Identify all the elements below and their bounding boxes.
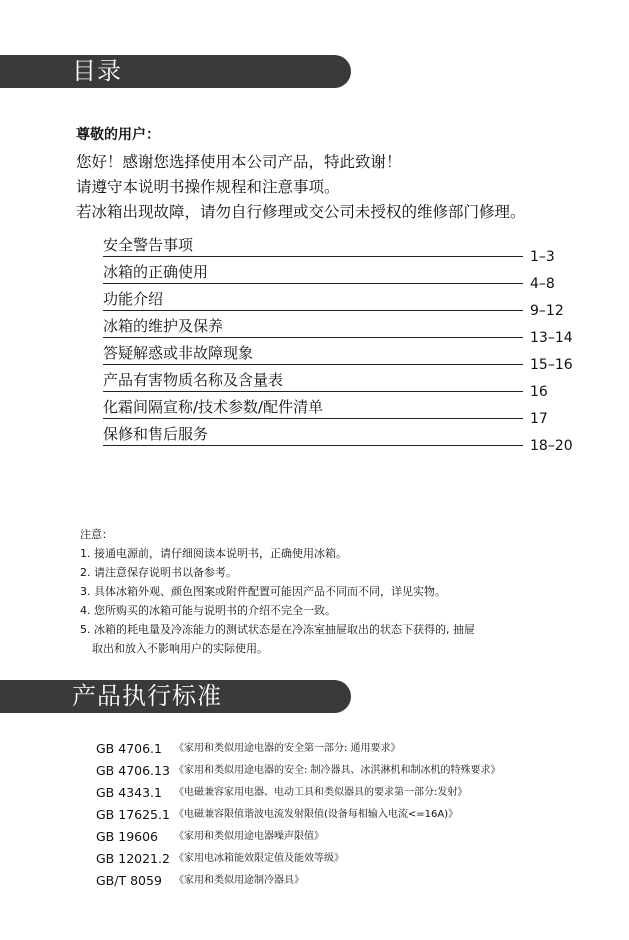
standard-desc: 《家用和类似用途制冷器具》 [174, 875, 304, 886]
standards-list [96, 740, 616, 894]
standard-desc: 《电磁兼容限值谐波电流发射限值(设备每相输入电流<=16A)》 [174, 809, 459, 820]
toc-item-rule [103, 364, 523, 365]
toc-item[interactable] [103, 234, 583, 265]
toc-item-label: 化霜间隔宣称/技术参数/配件清单 [103, 398, 324, 416]
toc-item-pages: 16 [530, 384, 548, 400]
intro-line: 请遵守本说明书操作规程和注意事项。 [76, 178, 340, 196]
toc-item-rule [103, 391, 523, 392]
standard-code: GB 4706.13 [96, 763, 170, 778]
toc-item[interactable] [103, 342, 583, 373]
toc-item-rule [103, 418, 523, 419]
standard-item [96, 850, 616, 872]
toc-item-pages: 9–12 [530, 303, 564, 319]
toc-item-rule [103, 337, 523, 338]
notes-heading: 注意： [80, 528, 113, 541]
toc-item-label: 冰箱的正确使用 [103, 263, 209, 281]
standards-section-title: 产品执行标准 [72, 682, 222, 710]
note-item-continuation: 取出和放入不影响用户的实际使用。 [92, 642, 268, 655]
toc-item-pages: 18–20 [530, 438, 573, 454]
standard-item [96, 828, 616, 850]
toc-item-rule [103, 310, 523, 311]
toc-item-rule [103, 445, 523, 446]
intro-line: 您好！感谢您选择使用本公司产品，特此致谢！ [76, 153, 402, 171]
standard-code: GB 4706.1 [96, 741, 162, 756]
toc-item-label: 保修和售后服务 [103, 425, 209, 443]
toc-item[interactable] [103, 423, 583, 454]
toc-item-rule [103, 256, 523, 257]
notes-block [80, 525, 620, 658]
toc-section-title: 目录 [72, 57, 122, 85]
standard-code: GB 19606 [96, 829, 158, 844]
toc-item[interactable] [103, 261, 583, 292]
standard-code: GB 17625.1 [96, 807, 170, 822]
toc-item-label: 产品有害物质名称及含量表 [103, 371, 284, 389]
standard-code: GB 12021.2 [96, 851, 170, 866]
standard-desc: 《电磁兼容家用电器、电动工具和类似器具的要求第一部分:发射》 [174, 787, 468, 798]
note-item: 1. 接通电源前，请仔细阅读本说明书，正确使用冰箱。 [80, 547, 347, 560]
toc-section-banner [0, 55, 351, 88]
note-item: 3. 具体冰箱外观、颜色图案或附件配置可能因产品不同而不同，详见实物。 [80, 585, 446, 598]
standards-section-banner [0, 680, 351, 713]
toc-item-label: 冰箱的维护及保养 [103, 317, 224, 335]
standard-desc: 《家用和类似用途电器的安全: 制冷器具、冰淇淋机和制冰机的特殊要求》 [174, 765, 501, 776]
toc-item-label: 答疑解惑或非故障现象 [103, 344, 254, 362]
toc-item[interactable] [103, 369, 583, 400]
toc-item-pages: 4–8 [530, 276, 555, 292]
toc-item-rule [103, 283, 523, 284]
standard-code: GB 4343.1 [96, 785, 162, 800]
intro-line: 若冰箱出现故障，请勿自行修理或交公司未授权的维修部门修理。 [76, 203, 526, 221]
standard-item [96, 762, 616, 784]
toc-item-pages: 1–3 [530, 249, 555, 265]
standard-code: GB/T 8059 [96, 873, 162, 888]
standard-item [96, 784, 616, 806]
intro-text [76, 124, 621, 225]
toc-item[interactable] [103, 288, 583, 319]
toc-item[interactable] [103, 315, 583, 346]
standard-item [96, 872, 616, 894]
standard-desc: 《家用电冰箱能效限定值及能效等级》 [174, 853, 344, 864]
note-item: 2. 请注意保存说明书以备参考。 [80, 566, 237, 579]
toc-item-pages: 17 [530, 411, 548, 427]
note-item: 5. 冰箱的耗电量及冷冻能力的测试状态是在冷冻室抽屉取出的状态下获得的, 抽屉 [80, 623, 475, 636]
toc-item-pages: 15–16 [530, 357, 573, 373]
toc-item-pages: 13–14 [530, 330, 573, 346]
standard-item [96, 806, 616, 828]
standard-desc: 《家用和类似用途电器噪声限值》 [174, 831, 324, 842]
table-of-contents [103, 234, 583, 454]
toc-item-label: 安全警告事项 [103, 236, 194, 254]
toc-item[interactable] [103, 396, 583, 427]
standard-desc: 《家用和类似用途电器的安全第一部分: 通用要求》 [174, 743, 401, 754]
standard-item [96, 740, 616, 762]
note-item: 4. 您所购买的冰箱可能与说明书的介绍不完全一致。 [80, 604, 336, 617]
toc-item-label: 功能介绍 [103, 290, 164, 308]
greeting: 尊敬的用户： [76, 127, 160, 143]
